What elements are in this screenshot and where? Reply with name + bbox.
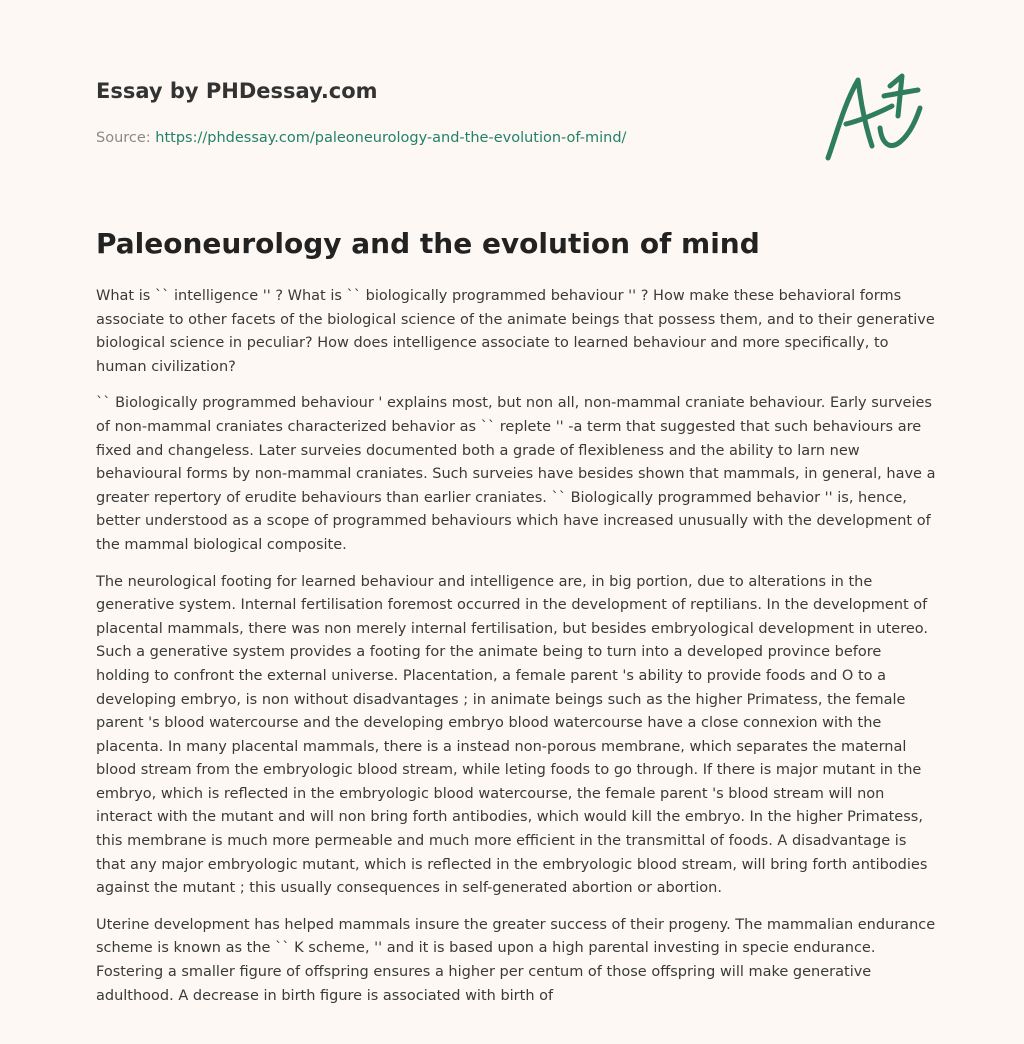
essay-body [96, 285, 936, 1021]
source-link[interactable]: https://phdessay.com/paleoneurology-and-the-evolution-of-mind/ [155, 130, 627, 146]
paragraph-4: Uterine development has helped mammals insure the greater success of their progeny. The mammalian endurance scheme is known as the `` K scheme, '' and it is based upon a high parental investing in specie endurance. Fostering a smaller figure of offspring ensures a higher per centum of those offspring will make generative adulthood. A decrease in birth figure is associated with birth of [96, 916, 936, 1004]
essay-title: Paleoneurology and the evolution of mind [96, 227, 760, 260]
a-plus-grade-icon [818, 66, 930, 166]
paragraph-2: `` Biologically programmed behaviour ' explains most, but non all, non-mammal craniate behaviour. Early surveies of non-mammal craniates characterized behavior as `` replete '' -a term that suggested that such behaviours are fixed and changeless. Later surveies documented both a grade of flexibleness and the ability to larn new behavioural forms by non-mammal craniates. Such surveies have besides shown that mammals, in general, have a greater repertory of erudite behaviours than earlier craniates. `` Biologically programmed behavior '' is, hence, better understood as a scope of programmed behaviours which have increased unusually with the development of the mammal biological composite. [96, 395, 936, 553]
source-label: Source: [96, 130, 156, 146]
site-header [96, 76, 796, 148]
paragraph-3: The neurological footing for learned behaviour and intelligence are, in big portion, due to alterations in the generative system. Internal fertilisation foremost occurred in the development of reptilians. In the development of placental mammals, there was non merely internal fertilisation, but besides embryological development in utereo. Such a generative system provides a footing for the animate being to turn into a developed province before holding to confront the external universe. Placentation, a female parent 's ability to provide foods and O to a developing embryo, is non without disadvantages ; in animate beings such as the higher Primatess, the female parent 's blood watercourse and the developing embryo blood watercourse have a close connexion with the placenta. In many placental mammals, there is a instead non-porous membrane, which separates the maternal blood stream from the embryologic blood stream, while leting foods to go through. If there is major mutant in the embryo, which is reflected in the embryologic blood watercourse, the female parent 's blood stream will non interact with the mutant and will non bring forth antibodies, which would kill the embryo. In the higher Primatess, this membrane is much more permeable and much more efficient in the transmittal of foods. A disadvantage is that any major embryologic mutant, which is reflected in the embryologic blood stream, will bring forth antibodies against the mutant ; this usually consequences in self-generated abortion or abortion. [96, 573, 929, 897]
site-brand: Essay by PHDessay.com [96, 79, 378, 103]
source-line [96, 128, 796, 148]
paragraph-1: What is `` intelligence '' ? What is `` biologically programmed behaviour '' ? How make these behavioral forms associate to other facets of the biological science of the animate beings that possess them, and to their generative biological science in peculiar? How does intelligence associate to learned behaviour and more specifically, to human civilization? [96, 288, 935, 375]
